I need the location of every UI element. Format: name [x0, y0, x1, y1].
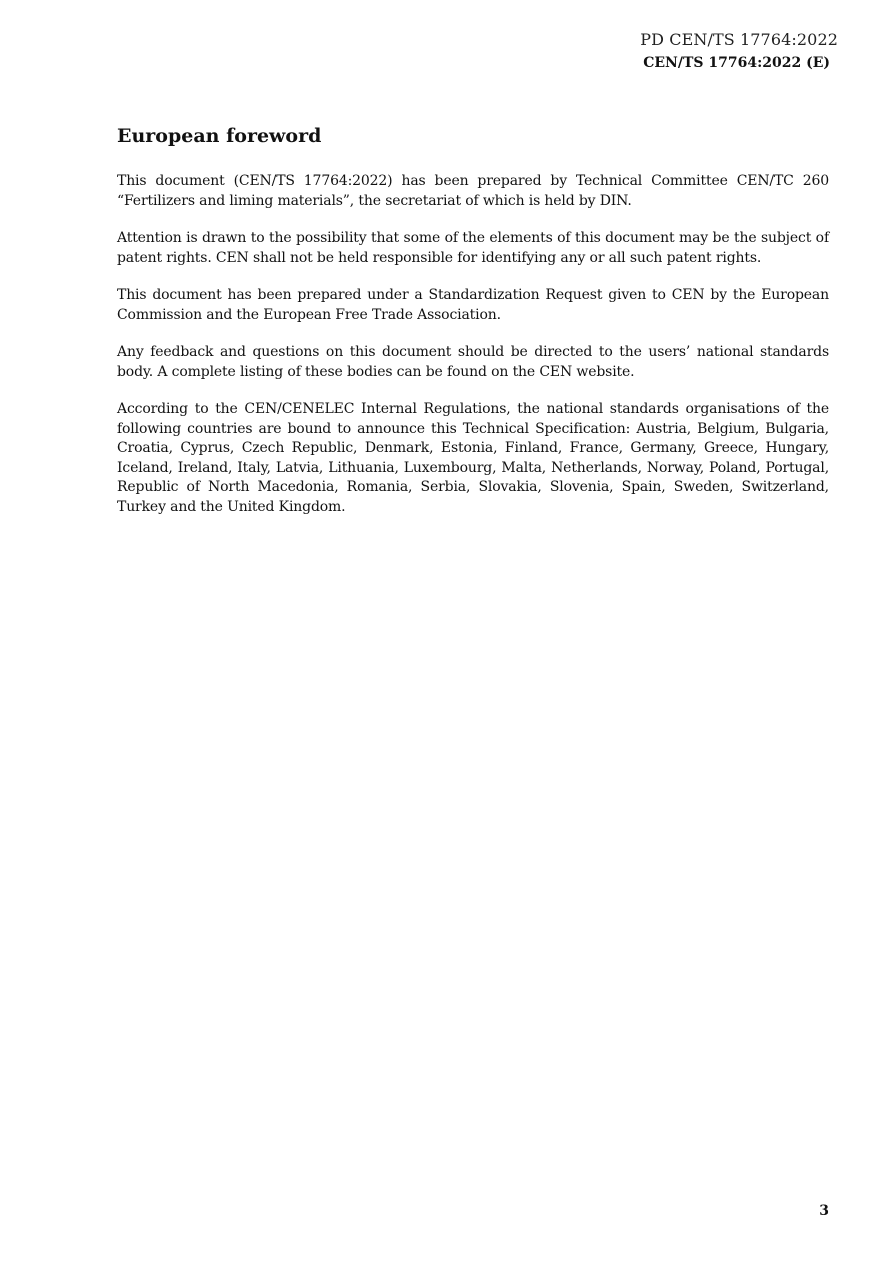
document-reference-header: PD CEN/TS 17764:2022 [640, 30, 838, 49]
foreword-body [117, 172, 829, 535]
document-language-reference: CEN/TS 17764:2022 (E) [643, 55, 830, 71]
paragraph-prepared-by: This document (CEN/TS 17764:2022) has been prepared by Technical Committee CEN/TC 260 “Fertilizers and liming materials”, the secretariat of which is held by DIN. [117, 173, 829, 209]
paragraph-countries: According to the CEN/CENELEC Internal Regulations, the national standards organisations of the following countries are bound to announce this Technical Specification: Austria, Belgium, Bulgaria, Croatia, Cyprus, Czech Republic, Denmark, Estonia, Finland, France, Germany, Greece, Hungary, Iceland, Ireland, Italy, Latvia, Lithuania, Luxembourg, Malta, Netherlands, Norway, Poland, Portugal, Republic of North Macedonia, Romania, Serbia, Slovakia, Slovenia, Spain, Sweden, Switzerland, Turkey and the United Kingdom. [117, 401, 829, 515]
section-title: European foreword [117, 125, 322, 147]
paragraph-standardization-request: This document has been prepared under a Standardization Request given to CEN by the European Commission and the European Free Trade Association. [117, 287, 829, 323]
paragraph-feedback: Any feedback and questions on this document should be directed to the users’ national standards body. A complete listing of these bodies can be found on the CEN website. [117, 344, 829, 380]
page-number: 3 [819, 1203, 829, 1219]
paragraph-patent-rights: Attention is drawn to the possibility that some of the elements of this document may be the subject of patent rights. CEN shall not be held responsible for identifying any or all such patent rights. [117, 230, 829, 266]
